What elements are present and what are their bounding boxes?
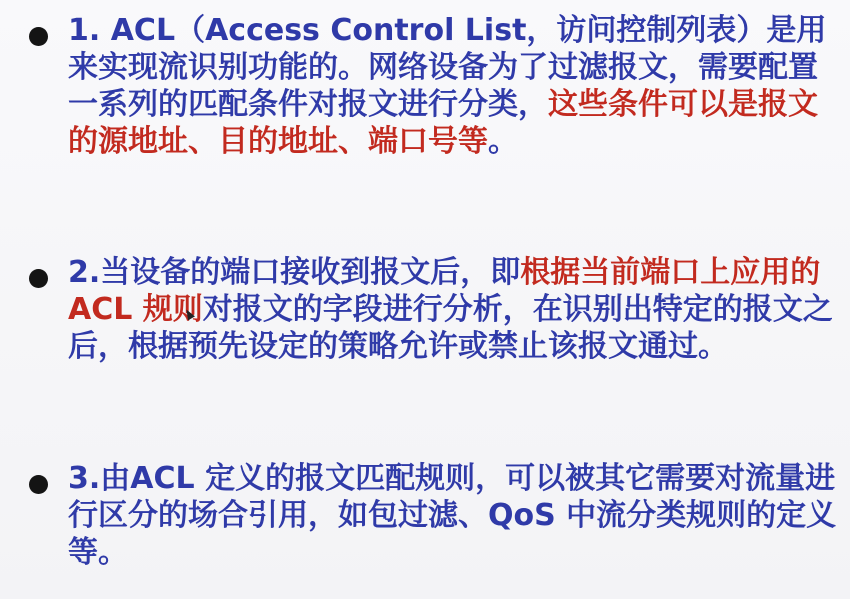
bullet-1-highlight: 这些条件可以是报文的源地址、目的地址、端口号等: [68, 87, 818, 159]
bullet-text-1: [68, 12, 843, 160]
bullet-2-segment-3: 对报文的字段进行分析，在识别出特定的报文之后，根据预先设定的策略允许或禁止该报文通过。: [68, 292, 833, 364]
bullet-dot-icon: [29, 27, 48, 46]
bullet-2-segment-1: 2.当设备的端口接收到报文后，即: [68, 255, 521, 290]
bullet-1-segment-1: 1. ACL（Access Control List，访问控制列表）是用来实现流识别功能的。网络设备为了过滤报文，需要配置一系列的匹配条件对报文进行分类，: [68, 13, 827, 122]
bullet-dot-icon: [29, 475, 48, 494]
bullet-2-highlight: 根据当前端口上应用的ACL 规则: [68, 255, 821, 327]
bullet-3-segment-1: 3.由ACL 定义的报文匹配规则，可以被其它需要对流量进行区分的场合引用，如包过滤、QoS 中流分类规则的定义等。: [68, 461, 837, 570]
bullet-dot-icon: [29, 269, 48, 288]
bullet-1-segment-3: 。: [488, 124, 518, 159]
bullet-text-3: [68, 460, 843, 571]
